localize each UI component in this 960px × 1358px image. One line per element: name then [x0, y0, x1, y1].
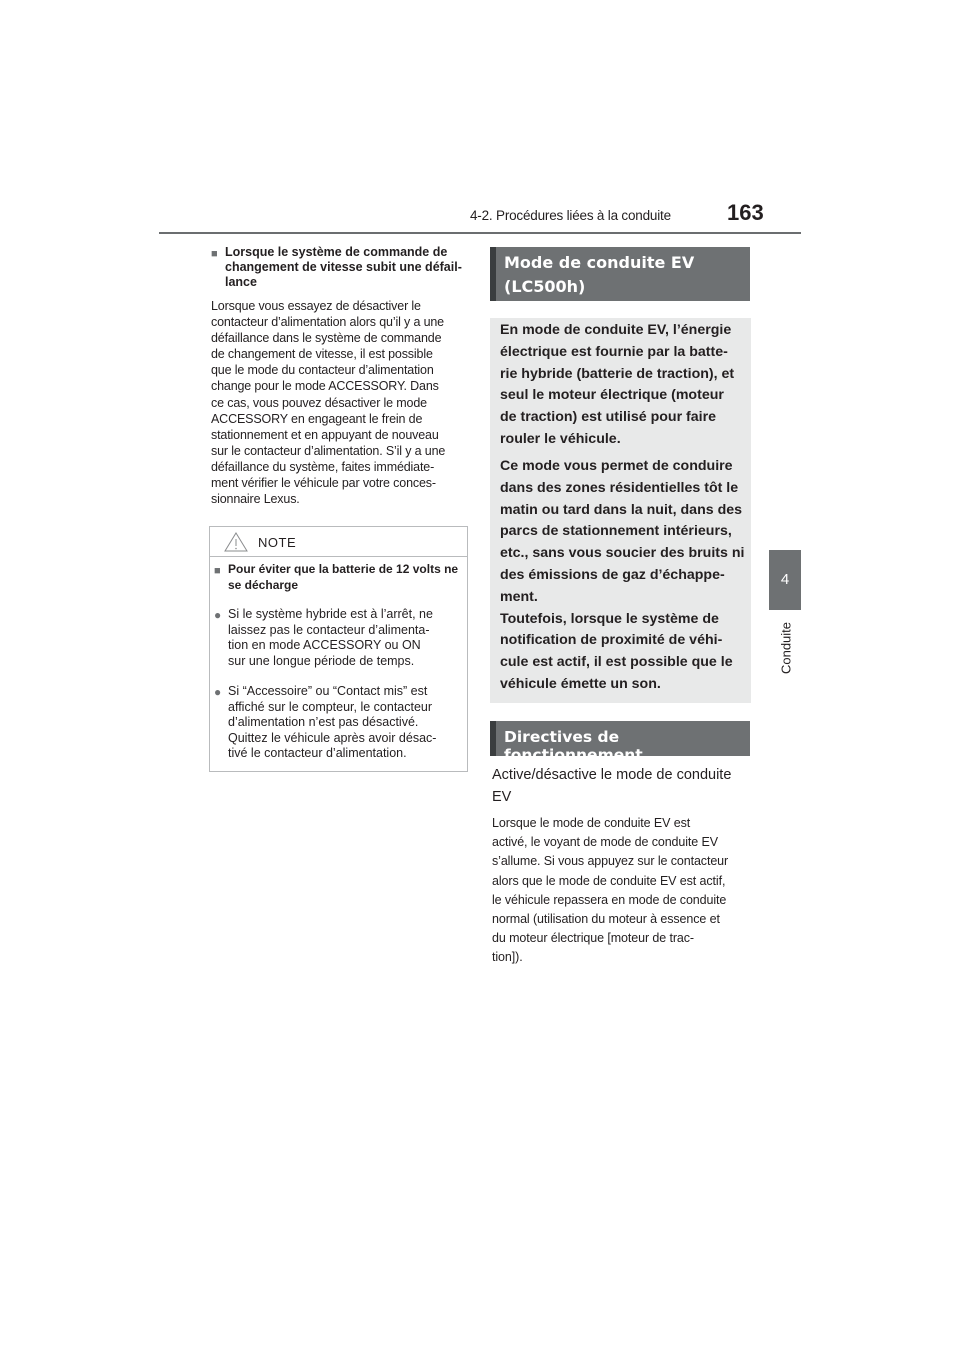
failure-heading-text: Lorsque le système de commande de changement de vitesse subit une défail-lance	[225, 245, 462, 289]
note-bullet	[214, 684, 464, 762]
square-bullet-icon: ■	[214, 565, 221, 577]
ev-intro-paragraph: En mode de conduite EV, l’énergie électrique est fournie par la batte- rie hybride (batterie de traction), et seul le moteur électrique (moteur de traction) est utilisé pour faire rouler le véhicule.	[500, 322, 735, 447]
operation-section-title: Directives de fonctionnement	[504, 728, 643, 764]
chapter-number: 4	[780, 571, 790, 588]
note-divider	[210, 556, 467, 557]
failure-paragraph: Lorsque vous essayez de désactiver le contacteur d’alimentation alors qu’il y a une défaillance dans le système de commande de changement de vitesse, il est possible que le mode du contacteur d’alimentation change pour le mode ACCESSORY. Dans ce cas, vous pouvez désactiver le mode ACCESSORY en engageant le frein de stationnement et en appuyant de nouveau sur le contacteur d’alimentation. S’il y a une défaillance du système, faites immédiate- ment vérifier le véhicule par votre conces- sionnaire Lexus.	[211, 299, 446, 507]
note-bullet-text: Si “Accessoire” ou “Contact mis” est affiché sur le compteur, le contacteur d’alimentation n’est pas désactivé. Quittez le véhicule après avoir désac- tivé le contacteur d’alimentation.	[228, 684, 437, 760]
round-bullet-icon: ●	[214, 608, 222, 622]
note-heading-text: Pour éviter que la batterie de 12 volts ne se décharge	[228, 562, 459, 592]
note-bullet	[214, 607, 464, 669]
ev-intro-paragraph: Ce mode vous permet de conduire dans des zones résidentielles tôt le matin ou tard dans la nuit, dans des parcs de stationnement intérieurs, etc., sans vous soucier des bruits ni des émissions de gaz d’échappe- ment. Toutefois, lorsque le système de notification de proximité de véhi- cule est actif, il est possible que le véhicule émette un son.	[500, 458, 745, 692]
header-divider	[159, 232, 801, 234]
ev-operation-paragraph: Lorsque le mode de conduite EV est activé, le voyant de mode de conduite EV s’allume. Si vous appuyez sur le contacteur alors que le mode de conduite EV est actif, le véhicule repassera en mode de conduite normal (utilisation du moteur à essence et du moteur électrique [moteur de trac- tion]).	[492, 816, 729, 965]
square-bullet-icon: ■	[211, 248, 218, 260]
section-title: 4-2. Procédures liées à la conduite	[470, 208, 671, 223]
heading-accent-bar	[490, 247, 496, 301]
subsection-title: Active/désactive le mode de conduite EV	[492, 767, 732, 805]
page-number: 163	[727, 200, 764, 225]
note-heading	[214, 562, 462, 593]
warning-triangle-icon	[224, 532, 248, 557]
chapter-label: Conduite	[778, 621, 794, 675]
note-title: NOTE	[258, 535, 297, 550]
heading-accent-bar	[490, 721, 496, 756]
note-bullet-text: Si le système hybride est à l’arrêt, ne laissez pas le contacteur d’alimenta- tion en mode ACCESSORY ou ON sur une longue période de temps.	[228, 607, 433, 668]
failure-heading	[211, 245, 471, 290]
ev-mode-intro-box	[490, 318, 751, 703]
ev-mode-section-heading	[490, 247, 750, 301]
round-bullet-icon: ●	[214, 685, 222, 699]
operation-section-heading	[490, 721, 750, 764]
ev-mode-section-title: Mode de conduite EV (LC500h)	[504, 253, 695, 296]
chapter-label-wrap	[766, 620, 806, 690]
